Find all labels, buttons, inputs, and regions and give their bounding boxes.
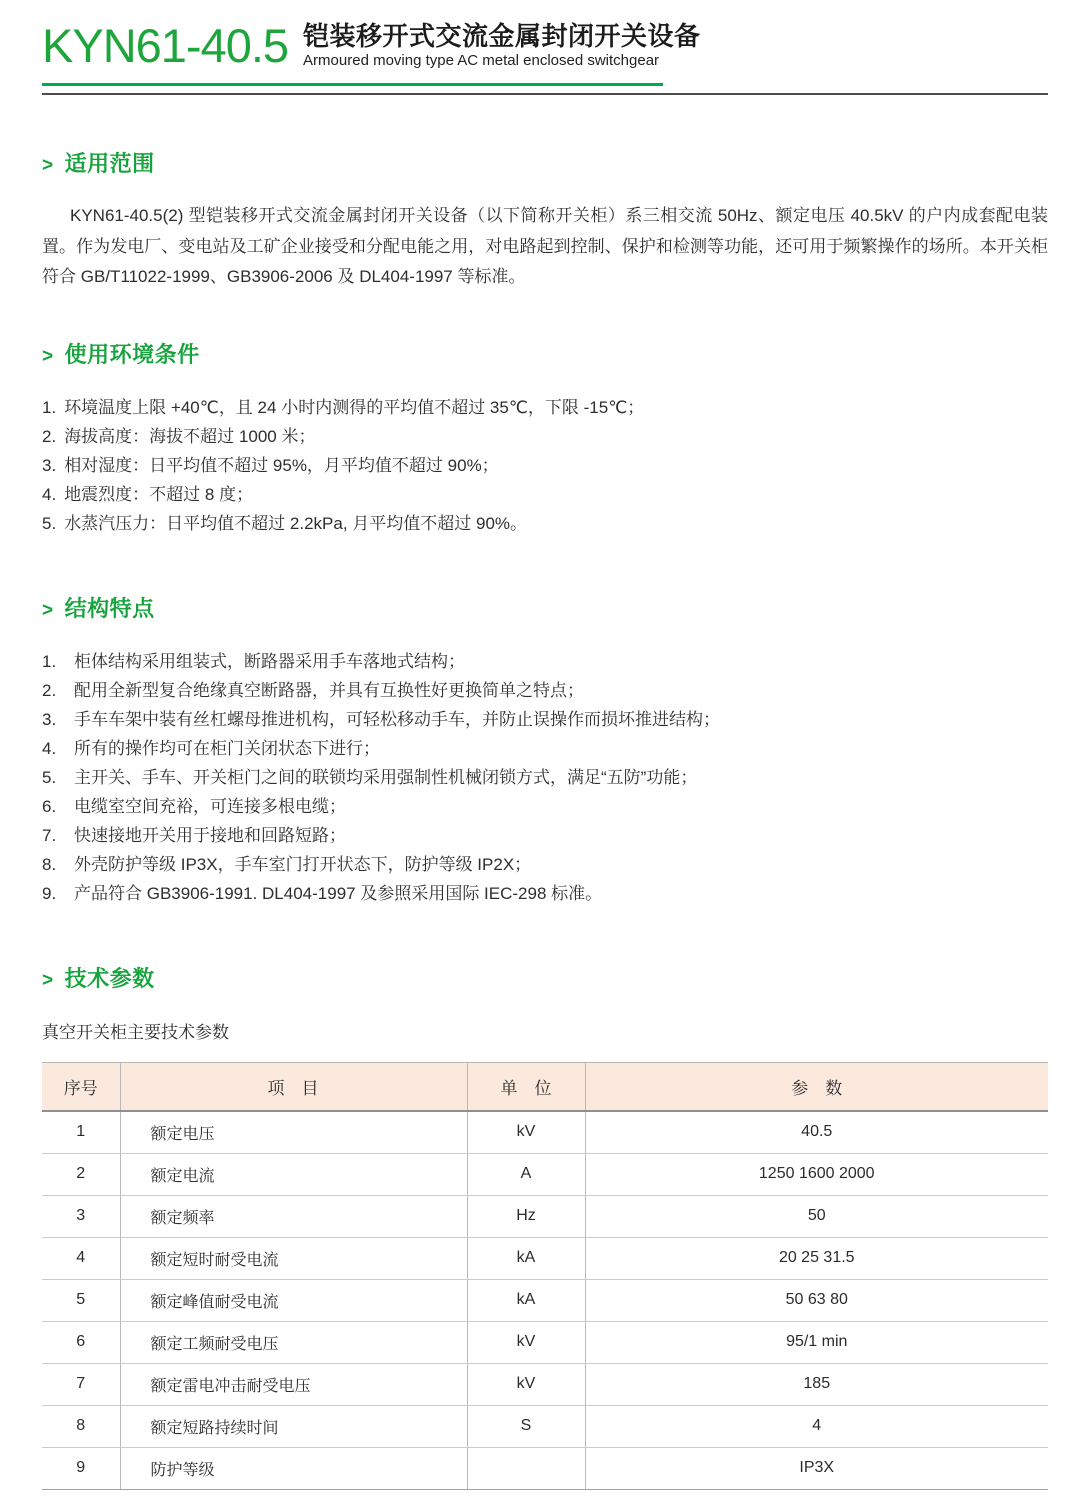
section-heading-features — [42, 594, 1048, 626]
item-text: 配用全新型复合绝缘真空断路器，并具有互换性好更换简单之特点； — [74, 680, 584, 700]
item-number: 1. — [42, 651, 57, 671]
table-row — [42, 1405, 1048, 1447]
section-title-features: 结构特点 — [64, 595, 155, 621]
item-number: 2. — [42, 426, 57, 446]
features-list — [42, 647, 1048, 908]
cell-seq: 5 — [42, 1279, 120, 1321]
cell-unit: kV — [467, 1321, 585, 1363]
item-text: 水蒸汽压力：日平均值不超过 2.2kPa, 月平均值不超过 90%。 — [64, 513, 528, 533]
cell-value: 1250 1600 2000 — [585, 1153, 1048, 1195]
list-item — [42, 509, 1048, 538]
table-row — [42, 1195, 1048, 1237]
parameters-table — [42, 1062, 1048, 1490]
cell-unit — [467, 1447, 585, 1489]
section-heading-scope — [42, 149, 1048, 181]
cell-item: 额定短时耐受电流 — [120, 1237, 467, 1279]
list-item — [42, 451, 1048, 480]
list-item — [42, 879, 1048, 908]
dark-divider — [42, 93, 1048, 95]
cell-value: IP3X — [585, 1447, 1048, 1489]
cell-unit: kV — [467, 1363, 585, 1405]
table-row — [42, 1447, 1048, 1489]
list-item — [42, 676, 1048, 705]
item-number: 6. — [42, 796, 57, 816]
cell-value: 95/1 min — [585, 1321, 1048, 1363]
table-body — [42, 1111, 1048, 1489]
list-item — [42, 705, 1048, 734]
product-title-zh: 铠装移开式交流金属封闭开关设备 — [303, 21, 701, 51]
cell-seq: 9 — [42, 1447, 120, 1489]
item-number: 8. — [42, 854, 57, 874]
item-text: 快速接地开关用于接地和回路短路； — [74, 825, 346, 845]
item-text: 相对湿度：日平均值不超过 95%，月平均值不超过 90%； — [64, 455, 499, 475]
cell-item: 额定峰值耐受电流 — [120, 1279, 467, 1321]
list-item — [42, 647, 1048, 676]
item-number: 2. — [42, 680, 57, 700]
item-text: 外壳防护等级 IP3X，手车室门打开状态下，防护等级 IP2X； — [74, 854, 532, 874]
table-row — [42, 1279, 1048, 1321]
cell-seq: 1 — [42, 1111, 120, 1153]
table-row — [42, 1321, 1048, 1363]
item-text: 海拔高度：海拔不超过 1000 米； — [64, 426, 316, 446]
item-number: 1. — [42, 397, 57, 417]
cell-unit: kA — [467, 1279, 585, 1321]
item-number: 3. — [42, 455, 57, 475]
item-number: 7. — [42, 825, 57, 845]
list-item — [42, 763, 1048, 792]
item-number: 4. — [42, 738, 57, 758]
item-text: 所有的操作均可在柜门关闭状态下进行； — [74, 738, 380, 758]
list-item — [42, 480, 1048, 509]
table-row — [42, 1237, 1048, 1279]
chevron-marker-icon: > — [42, 345, 54, 367]
section-heading-environment — [42, 340, 1048, 372]
cell-seq: 4 — [42, 1237, 120, 1279]
section-params — [42, 964, 1048, 1490]
table-caption: 真空开关柜主要技术参数 — [42, 1022, 229, 1042]
cell-unit: A — [467, 1153, 585, 1195]
cell-value: 50 — [585, 1195, 1048, 1237]
cell-unit: kV — [467, 1111, 585, 1153]
column-header-unit: 单 位 — [467, 1062, 585, 1111]
cell-item: 额定工频耐受电压 — [120, 1321, 467, 1363]
item-text: 主开关、手车、开关柜门之间的联锁均采用强制性机械闭锁方式，满足“五防”功能； — [74, 767, 698, 787]
cell-unit: kA — [467, 1237, 585, 1279]
item-text: 环境温度上限 +40℃，且 24 小时内测得的平均值不超过 35℃，下限 -15℃； — [64, 397, 645, 417]
cell-value: 40.5 — [585, 1111, 1048, 1153]
column-header-item: 项 目 — [120, 1062, 467, 1111]
item-number: 4. — [42, 484, 57, 504]
item-number: 3. — [42, 709, 57, 729]
section-scope — [42, 149, 1048, 293]
cell-seq: 6 — [42, 1321, 120, 1363]
chevron-marker-icon: > — [42, 155, 54, 176]
column-header-seq: 序号 — [42, 1062, 120, 1111]
section-title-environment: 使用环境条件 — [64, 341, 200, 367]
table-row — [42, 1363, 1048, 1405]
cell-item: 额定电压 — [120, 1111, 467, 1153]
cell-item: 额定雷电冲击耐受电压 — [120, 1363, 467, 1405]
cell-unit: Hz — [467, 1195, 585, 1237]
product-title-block — [303, 21, 701, 71]
cell-seq: 2 — [42, 1153, 120, 1195]
list-item — [42, 850, 1048, 879]
list-item — [42, 734, 1048, 763]
section-heading-params — [42, 964, 1048, 996]
table-row — [42, 1111, 1048, 1153]
cell-item: 额定短路持续时间 — [120, 1405, 467, 1447]
section-title-params: 技术参数 — [64, 965, 155, 991]
item-text: 地震烈度：不超过 8 度； — [64, 484, 254, 504]
item-text: 手车车架中装有丝杠螺母推进机构，可轻松移动手车，并防止误操作而损坏推进结构； — [74, 709, 720, 729]
table-header — [42, 1062, 1048, 1111]
item-number: 9. — [42, 883, 57, 903]
list-item — [42, 821, 1048, 850]
item-number: 5. — [42, 767, 57, 787]
cell-item: 防护等级 — [120, 1447, 467, 1489]
item-number: 5. — [42, 513, 57, 533]
cell-value: 20 25 31.5 — [585, 1237, 1048, 1279]
cell-item: 额定电流 — [120, 1153, 467, 1195]
green-divider — [42, 83, 663, 86]
cell-seq: 7 — [42, 1363, 120, 1405]
chevron-marker-icon: > — [42, 969, 54, 991]
document-header — [42, 0, 1048, 95]
list-item — [42, 393, 1048, 422]
chevron-marker-icon: > — [42, 599, 54, 621]
column-header-value: 参 数 — [585, 1062, 1048, 1111]
cell-unit: S — [467, 1405, 585, 1447]
cell-seq: 3 — [42, 1195, 120, 1237]
list-item — [42, 422, 1048, 451]
header-title-row — [42, 20, 1048, 72]
product-model: KYN61-40.5 — [42, 19, 289, 72]
cell-value: 50 63 80 — [585, 1279, 1048, 1321]
cell-seq: 8 — [42, 1405, 120, 1447]
cell-value: 4 — [585, 1405, 1048, 1447]
environment-list — [42, 393, 1048, 538]
product-title-en: Armoured moving type AC metal enclosed switchgear — [303, 52, 660, 69]
section-title-scope: 适用范围 — [64, 151, 155, 176]
item-text: 产品符合 GB3906-1991. DL404-1997 及参照采用国际 IEC-298 标准。 — [74, 883, 603, 903]
list-item — [42, 792, 1048, 821]
cell-value: 185 — [585, 1363, 1048, 1405]
item-text: 柜体结构采用组装式，断路器采用手车落地式结构； — [74, 651, 465, 671]
table-row — [42, 1153, 1048, 1195]
scope-paragraph: KYN61-40.5(2) 型铠装移开式交流金属封闭开关设备（以下简称开关柜）系三相交流 50Hz、额定电压 40.5kV 的户内成套配电装置。作为发电厂、变电站及工矿企业接受和分配电能之用，对电路起到控制、保护和检测等功能，还可用于频繁操作的场所。本开关柜符合 GB/T11022-1999、GB3906-2006 及 DL404-1997 等标准。 — [42, 206, 1048, 286]
section-features — [42, 594, 1048, 908]
table-header-row — [42, 1062, 1048, 1111]
cell-item: 额定频率 — [120, 1195, 467, 1237]
section-environment — [42, 340, 1048, 538]
item-text: 电缆室空间充裕，可连接多根电缆； — [74, 796, 346, 816]
